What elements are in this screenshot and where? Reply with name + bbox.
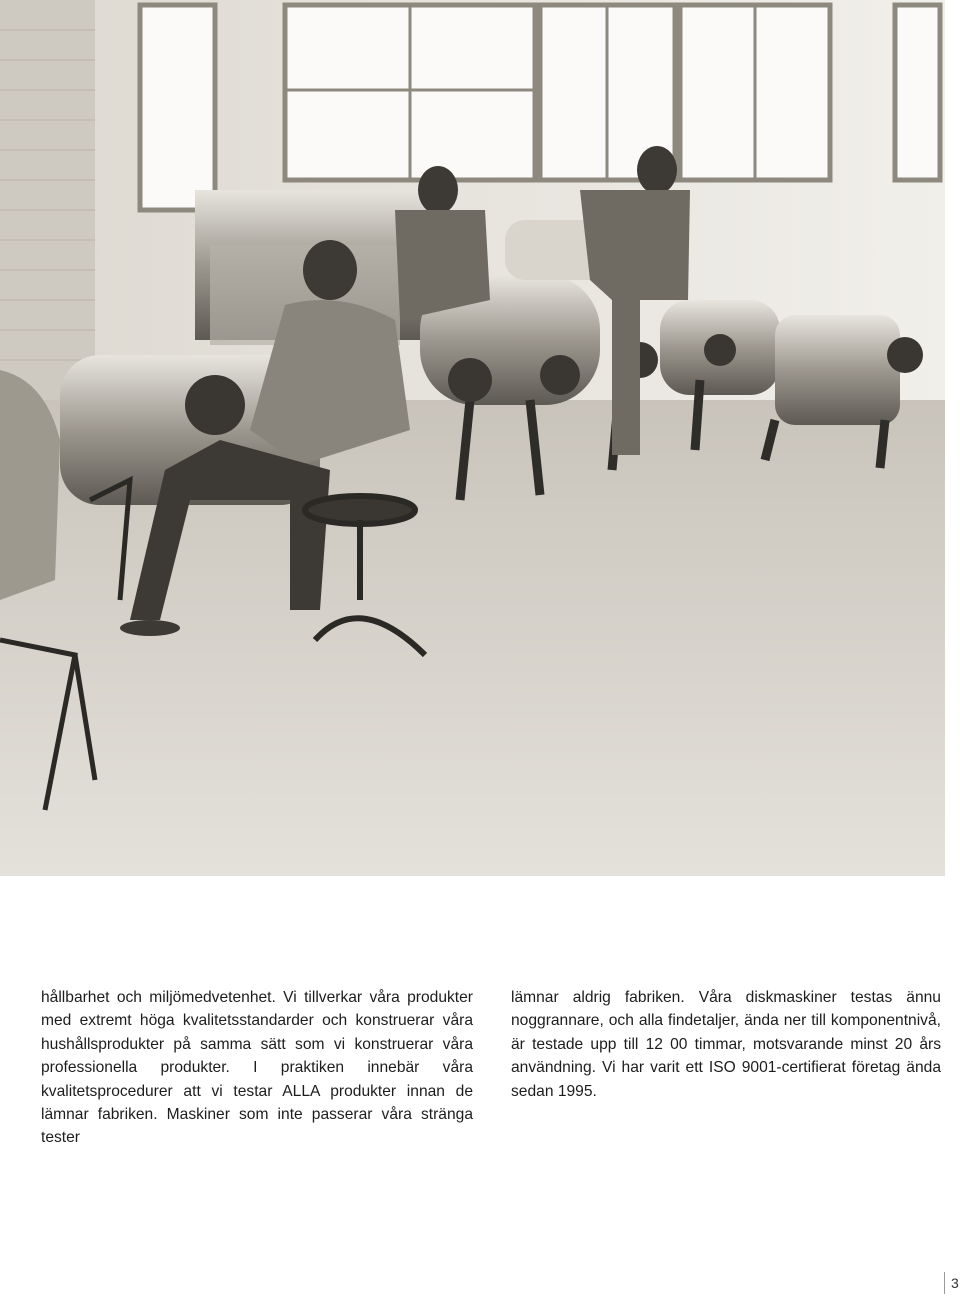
body-paragraph-right: lämnar aldrig fabriken. Våra diskmaskiner testas ännu noggrannare, och alla findetaljer, ända ner till komponentnivå, är testade upp till 12 00 timmar, motsvarande minst 20 års användning. Vi har varit ett ISO 9001-certifierat företag ända sedan 1995. xyxy=(511,989,941,1100)
page-number: 3 xyxy=(944,1272,959,1294)
text-column-right xyxy=(511,986,941,1103)
body-paragraph-left: hållbarhet och miljömedvetenhet. Vi tillverkar våra produkter med extremt höga kvalitetsstandarder och konstruerar våra hushållsprodukter på samma sätt som vi konstruerar våra professionella produkter. I praktiken innebär våra kvalitetsprocedurer att vi testar ALLA produkter innan de lämnar fabriken. Maskiner som inte passerar våra stränga tester xyxy=(41,989,473,1147)
text-column-left xyxy=(41,986,473,1150)
